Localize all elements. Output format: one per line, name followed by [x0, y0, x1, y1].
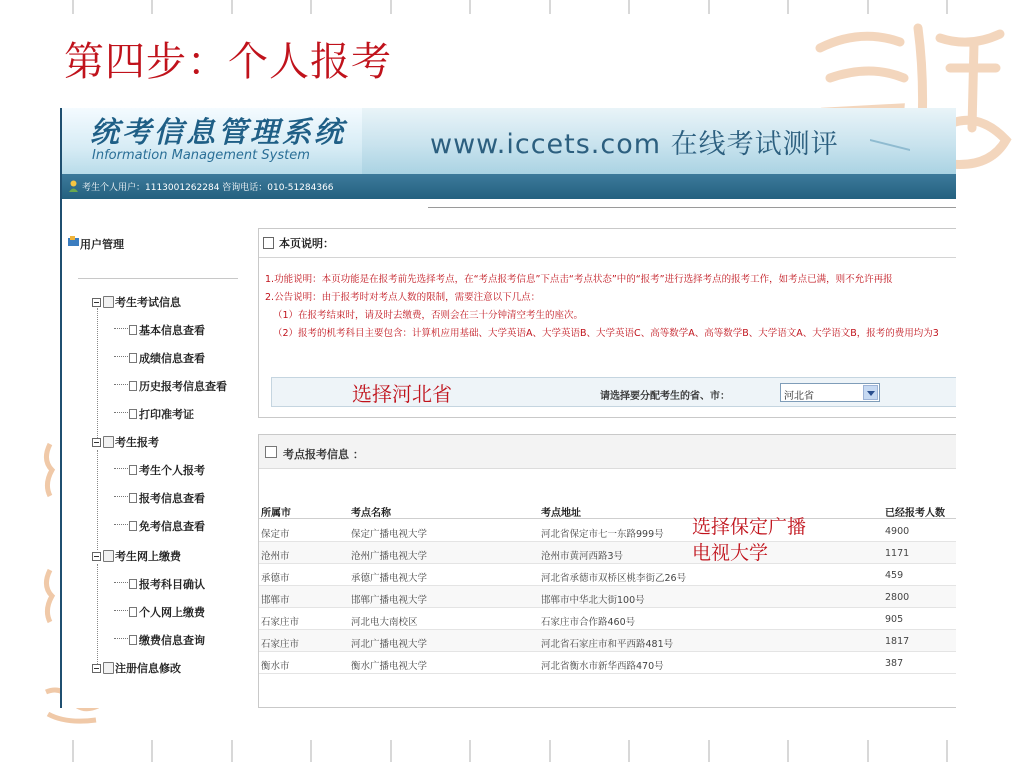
system-subtitle: Information Management System	[92, 148, 310, 163]
table-row[interactable]	[259, 652, 956, 674]
column-header-site-name: 考点名称	[351, 508, 391, 519]
user-manage-icon	[68, 236, 79, 248]
chevron-down-icon[interactable]	[863, 385, 878, 400]
annotation-line: 电视大学	[692, 542, 769, 564]
system-title: 统考信息管理系统	[90, 115, 347, 149]
tree-group-label: 注册信息修改	[115, 662, 181, 675]
cell-address: 河北省承德市双桥区桃李街乙26号	[541, 573, 687, 584]
nav-history-info[interactable]	[114, 378, 227, 394]
cell-site-name: 承德广播电视大学	[351, 573, 428, 584]
panel-divider	[259, 257, 956, 258]
collapse-icon	[92, 664, 101, 673]
nav-payment-query[interactable]	[114, 632, 205, 648]
tree-group-label: 考生考试信息	[115, 296, 181, 309]
cell-registered: 4900	[885, 526, 910, 537]
slide-title: 第四步：个人报考	[64, 39, 392, 85]
user-info-text: 考生个人用户：1113001262284 咨询电话：010-51284366	[82, 183, 334, 193]
cell-registered: 2800	[885, 592, 910, 603]
page-note-title	[263, 235, 334, 251]
folder-icon	[103, 662, 114, 674]
note-line: 1.功能说明：本页功能是在报考前先选择考点，在“考点报考信息”下点击“考点状态”中的“报考”进行选择考点的报考工作，如考点已满，则不允许再报	[265, 274, 893, 285]
page-icon	[129, 325, 137, 335]
page-icon	[129, 465, 137, 475]
table-row[interactable]	[259, 520, 956, 542]
table-row[interactable]	[259, 564, 956, 586]
nav-label: 报考科目确认	[139, 578, 205, 591]
nav-online-payment[interactable]	[114, 604, 205, 620]
seal-fragment-icon	[40, 566, 60, 626]
page-icon	[129, 521, 137, 531]
cell-site-name: 河北广播电视大学	[351, 639, 428, 650]
cell-site-name: 保定广播电视大学	[351, 529, 428, 540]
system-banner	[62, 108, 956, 174]
folder-icon	[103, 296, 114, 308]
cell-city: 承德市	[261, 573, 290, 584]
nav-label: 缴费信息查询	[139, 634, 205, 647]
nav-exemption-info[interactable]	[114, 518, 205, 534]
cell-city: 石家庄市	[261, 617, 300, 628]
slide-bottom-ticks	[0, 740, 1024, 768]
collapse-icon	[92, 298, 101, 307]
site-slogan: www.iccets.com 在线考试测评	[430, 129, 839, 160]
screenshot-frame	[60, 108, 956, 708]
tree-group-profile-edit[interactable]	[92, 660, 181, 676]
page-note-title-text: 本页说明：	[279, 237, 334, 250]
note-line: （1）在报考结束时，请及时去缴费，否则会在三十分钟清空考生的座次。	[273, 310, 584, 321]
nav-registration-info[interactable]	[114, 490, 205, 506]
edit-note-icon	[265, 446, 277, 458]
tree-group-payment[interactable]	[92, 548, 181, 564]
annotation-line: 选择保定广播	[692, 516, 807, 538]
cell-registered: 1817	[885, 636, 910, 647]
cell-registered: 905	[885, 614, 904, 625]
province-select-value: 河北省	[784, 391, 814, 402]
page-icon	[129, 493, 137, 503]
tree-group-label: 考生网上缴费	[115, 550, 181, 563]
collapse-icon	[92, 552, 101, 561]
exam-sites-panel	[258, 434, 956, 708]
cell-site-name: 河北电大南校区	[351, 617, 418, 628]
table-row[interactable]	[259, 608, 956, 630]
user-info-bar	[62, 174, 956, 199]
column-header-address: 考点地址	[541, 508, 581, 519]
note-line: （2）报考的机考科目主要包含：计算机应用基础、大学英语A、大学英语B、大学英语C、高等数学A、高等数学B、大学语文A、大学语文B，报考的费用均为3	[273, 328, 939, 339]
province-select-label: 请选择要分配考生的省、市：	[600, 391, 730, 402]
province-select[interactable]	[780, 383, 880, 402]
nav-label: 基本信息查看	[139, 324, 205, 337]
cell-city: 沧州市	[261, 551, 290, 562]
nav-basic-info[interactable]	[114, 322, 205, 338]
cell-site-name: 衡水广播电视大学	[351, 661, 428, 672]
nav-score-info[interactable]	[114, 350, 205, 366]
cell-address: 邯郸市中华北大街100号	[541, 595, 645, 606]
page-icon	[129, 579, 137, 589]
user-icon	[68, 180, 79, 192]
cell-city: 邯郸市	[261, 595, 290, 606]
tree-group-exam-info[interactable]	[92, 294, 181, 310]
column-header-city: 所属市	[261, 508, 291, 519]
table-row[interactable]	[259, 586, 956, 608]
annotation-select-school	[692, 514, 806, 566]
cell-registered: 459	[885, 570, 904, 581]
folder-icon	[103, 436, 114, 448]
page-icon	[129, 607, 137, 617]
cell-site-name: 沧州广播电视大学	[351, 551, 428, 562]
table-row[interactable]	[259, 542, 956, 564]
table-header	[259, 499, 956, 519]
table-row[interactable]	[259, 630, 956, 652]
seal-fragment-icon	[40, 440, 60, 500]
cell-registered: 1171	[885, 548, 910, 559]
annotation-select-province: 选择河北省	[352, 382, 452, 406]
nav-label: 考生个人报考	[139, 464, 205, 477]
tree-group-label: 考生报考	[115, 436, 159, 449]
cell-address: 沧州市黄河西路3号	[541, 551, 624, 562]
nav-label: 免考信息查看	[139, 520, 205, 533]
page-icon	[129, 409, 137, 419]
nav-personal-registration[interactable]	[114, 462, 205, 478]
exam-sites-header	[259, 435, 956, 469]
exam-sites-title: 考点报考信息 ：	[283, 448, 364, 461]
tree-group-registration[interactable]	[92, 434, 159, 450]
page-icon	[129, 353, 137, 363]
nav-label: 历史报考信息查看	[139, 380, 227, 393]
sidebar-section-title: 用户管理	[80, 238, 124, 251]
nav-label: 个人网上缴费	[139, 606, 205, 619]
cell-site-name: 邯郸广播电视大学	[351, 595, 428, 606]
page-icon	[129, 635, 137, 645]
nav-label: 打印准考证	[139, 408, 194, 421]
folder-icon	[103, 550, 114, 562]
cell-city: 石家庄市	[261, 639, 300, 650]
cell-address: 河北省石家庄市和平西路481号	[541, 639, 674, 650]
note-line: 2.公告说明：由于报考时对考点人数的限制，需要注意以下几点：	[265, 292, 541, 303]
nav-print-admission[interactable]	[114, 406, 194, 422]
logo-box	[62, 108, 362, 174]
cell-city: 衡水市	[261, 661, 290, 672]
sidebar	[62, 218, 247, 708]
divider	[428, 207, 956, 208]
nav-label: 成绩信息查看	[139, 352, 205, 365]
note-icon	[263, 237, 274, 249]
banner-arrow-icon	[870, 129, 910, 151]
nav-label: 报考信息查看	[139, 492, 205, 505]
sidebar-separator	[78, 278, 238, 279]
collapse-icon	[92, 438, 101, 447]
cell-registered: 387	[885, 658, 904, 669]
column-header-registered: 已经报考人数	[885, 508, 945, 519]
nav-subject-confirm[interactable]	[114, 576, 205, 592]
cell-city: 保定市	[261, 529, 290, 540]
cell-address: 河北省保定市七一东路999号	[541, 529, 664, 540]
cell-address: 河北省衡水市新华西路470号	[541, 661, 664, 672]
page-icon	[129, 381, 137, 391]
cell-address: 石家庄市合作路460号	[541, 617, 636, 628]
